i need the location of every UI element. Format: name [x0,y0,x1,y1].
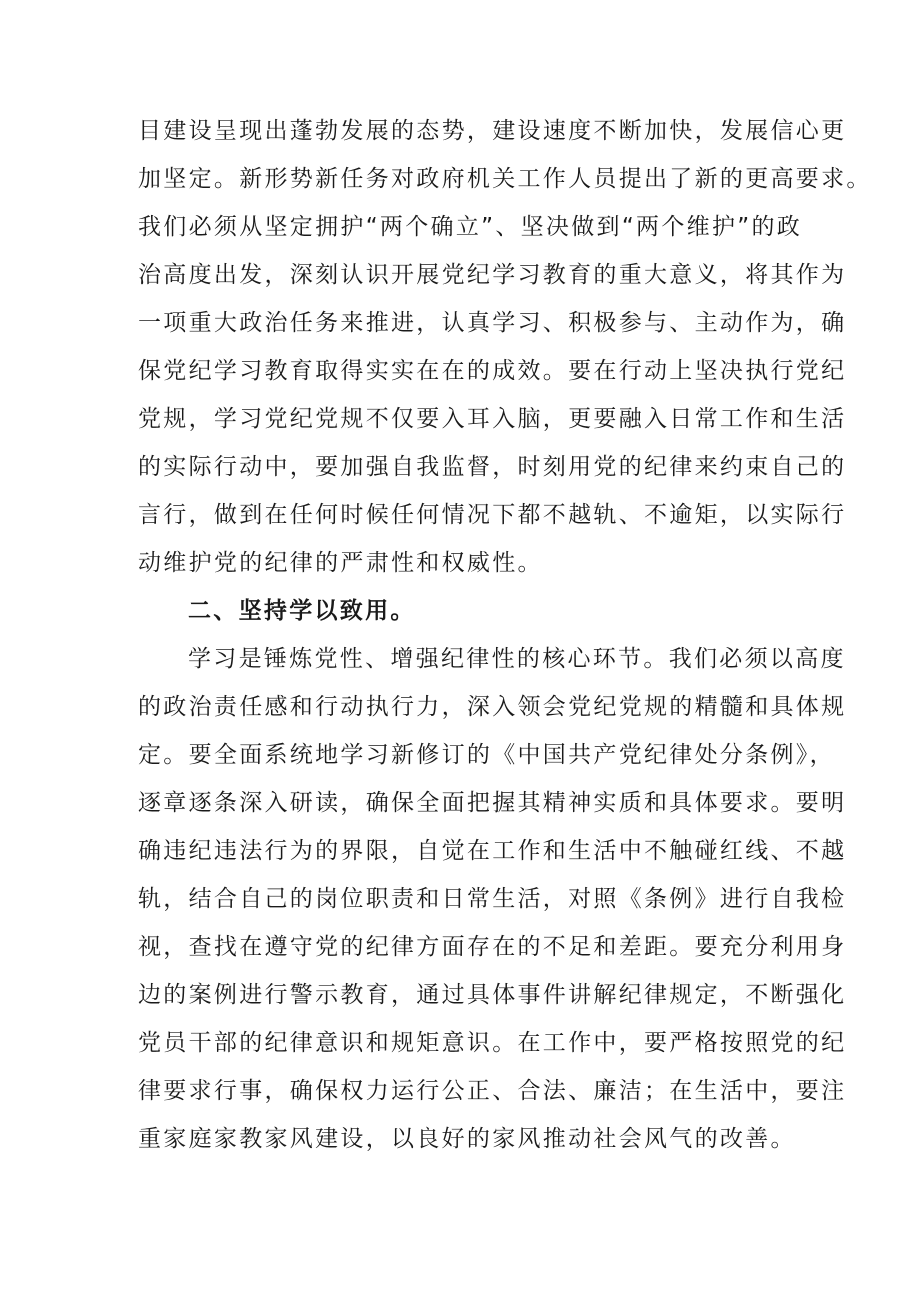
paragraph-line: 保党纪学习教育取得实实在在的成效。要在行动上坚决执行党纪 [138,358,847,384]
paragraph-line: 轨，结合自己的岗位职责和日常生活，对照《条例》进行自我检 [138,886,847,912]
paragraph-line: 治高度出发，深刻认识开展党纪学习教育的重大意义，将其作为 [138,262,847,288]
paragraph-line: 边的案例进行警示教育，通过具体事件讲解纪律规定，不断强化 [138,982,847,1008]
paragraph-line: 党规，学习党纪党规不仅要入耳入脑，更要融入日常工作和生活 [138,406,847,432]
paragraph-line: 的实际行动中，要加强自我监督，时刻用党的纪律来约束自己的 [138,454,847,480]
paragraph-line: 动维护党的纪律的严肃性和权威性。 [138,550,543,576]
paragraph-line: 的政治责任感和行动执行力，深入领会党纪党规的精髓和具体规 [138,694,847,720]
section-heading: 二、坚持学以致用。 [188,598,416,624]
document-body [138,107,872,1163]
paragraph-1 [138,107,872,587]
paragraph-line: 目建设呈现出蓬勃发展的态势，建设速度不断加快，发展信心更 [138,118,847,144]
paragraph-line: 视，查找在遵守党的纪律方面存在的不足和差距。要充分利用身 [138,934,847,960]
paragraph-line: 党员干部的纪律意识和规矩意识。在工作中，要严格按照党的纪 [138,1030,847,1056]
paragraph-line: 定。要全面系统地学习新修订的《中国共产党纪律处分条例》， [138,742,835,768]
paragraph-line: 一项重大政治任务来推进，认真学习、积极参与、主动作为，确 [138,310,847,336]
paragraph-line: 言行，做到在任何时候任何情况下都不越轨、不逾矩，以实际行 [138,502,847,528]
paragraph-line: 学习是锤炼党性、增强纪律性的核心环节。我们必须以高度 [188,646,846,672]
paragraph-line: 确违纪违法行为的界限，自觉在工作和生活中不触碰红线、不越 [138,838,847,864]
paragraph-line: 逐章逐条深入研读，确保全面把握其精神实质和具体要求。要明 [138,790,847,816]
paragraph-2 [138,635,847,1163]
paragraph-line: 我们必须从坚定拥护“两个确立”、坚决做到“两个维护”的政 [138,214,803,240]
paragraph-line: 加坚定。新形势新任务对政府机关工作人员提出了新的更高要求。 [138,166,872,192]
paragraph-line: 律要求行事，确保权力运行公正、合法、廉洁；在生活中，要注 [138,1078,847,1104]
paragraph-line: 重家庭家教家风建设，以良好的家风推动社会风气的改善。 [138,1126,796,1152]
